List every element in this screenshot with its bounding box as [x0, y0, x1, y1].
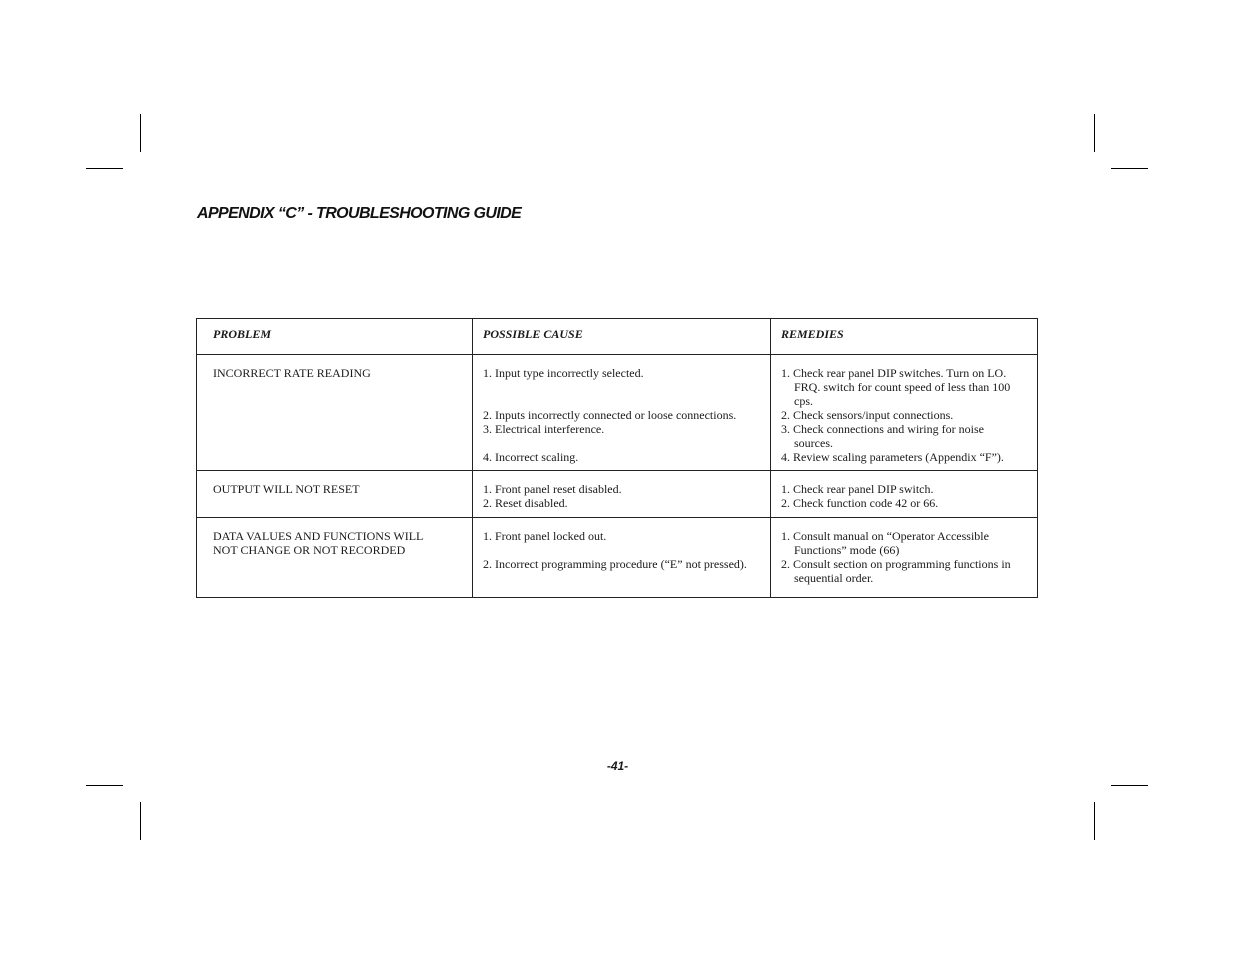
remedy-cell	[770, 518, 1037, 597]
crop-mark	[1111, 785, 1148, 786]
cause-item: 1. Front panel reset disabled.	[483, 482, 622, 496]
header-remedies: REMEDIES	[770, 319, 1037, 354]
remedy-item: 1. Check rear panel DIP switch.	[781, 482, 934, 496]
crop-mark	[86, 168, 123, 169]
remedy-item: 2. Check function code 42 or 66.	[781, 496, 939, 510]
remedy-item: 2. Check sensors/input connections.	[781, 408, 954, 422]
crop-mark	[1111, 168, 1148, 169]
troubleshooting-table	[196, 318, 1038, 598]
page-title: APPENDIX “C” - TROUBLESHOOTING GUIDE	[197, 205, 522, 222]
cause-cell	[472, 355, 770, 470]
problem-cell	[197, 518, 472, 597]
cause-cell	[472, 518, 770, 597]
cause-item: 4. Incorrect scaling.	[483, 450, 579, 464]
remedy-item: 2. Consult section on programming functions in sequential order.	[781, 557, 1011, 585]
cause-item: 1. Front panel locked out.	[483, 529, 607, 543]
page-number: -41-	[606, 759, 629, 773]
table-row	[197, 517, 1037, 597]
crop-mark	[1094, 802, 1095, 840]
table-header-row	[197, 319, 1037, 354]
table-row	[197, 354, 1037, 470]
crop-mark	[140, 114, 141, 152]
problem-text: OUTPUT WILL NOT RESET	[213, 482, 360, 496]
remedy-item: 3. Check connections and wiring for noise sources.	[781, 422, 984, 450]
remedy-cell	[770, 355, 1037, 470]
table-row	[197, 470, 1037, 517]
cause-item: 1. Input type incorrectly selected.	[483, 366, 644, 380]
header-problem: PROBLEM	[213, 327, 272, 341]
crop-mark	[140, 802, 141, 840]
problem-cell	[197, 355, 472, 470]
remedy-item: 4. Review scaling parameters (Appendix “F”).	[781, 450, 1004, 464]
crop-mark	[1094, 114, 1095, 152]
problem-text: DATA VALUES AND FUNCTIONS WILL	[213, 529, 424, 543]
header-possible-cause: POSSIBLE CAUSE	[472, 319, 770, 354]
cause-item: 2. Inputs incorrectly connected or loose connections.	[483, 408, 737, 422]
cause-cell	[472, 471, 770, 517]
problem-text: INCORRECT RATE READING	[213, 366, 371, 380]
problem-cell	[197, 471, 472, 517]
cause-item: 2. Reset disabled.	[483, 496, 568, 510]
problem-text: NOT CHANGE OR NOT RECORDED	[213, 543, 406, 557]
cause-item: 3. Electrical interference.	[483, 422, 605, 436]
crop-mark	[86, 785, 123, 786]
remedy-cell	[770, 471, 1037, 517]
remedy-item: 1. Check rear panel DIP switches. Turn on LO. FRQ. switch for count speed of less than 100 cps.	[781, 366, 1011, 408]
remedy-item: 1. Consult manual on “Operator Accessible Functions” mode (66)	[781, 529, 989, 557]
cause-item: 2. Incorrect programming procedure (“E” not pressed).	[483, 557, 747, 571]
